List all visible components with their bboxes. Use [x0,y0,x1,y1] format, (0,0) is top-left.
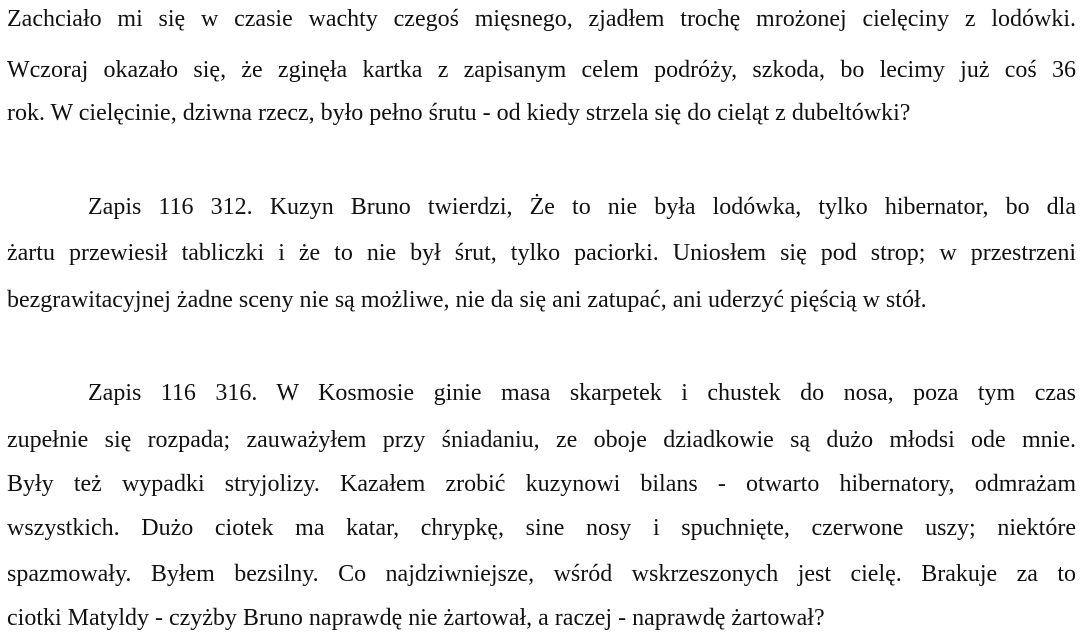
paragraph-line: żartu przewiesił tabliczki i że to nie był śrut, tylko paciorki. Uniosłem się pod strop; w przestrzeni [7,240,1076,266]
paragraph-line: Zapis 116 316. W Kosmosie ginie masa skarpetek i chustek do nosa, poza tym czas [88,380,1076,406]
paragraph-line: ciotki Matyldy - czyżby Bruno naprawdę nie żartował, a raczej - naprawdę żartował? [7,605,825,631]
paragraph-line: Były też wypadki stryjolizy. Kazałem zrobić kuzynowi bilans - otwarto hibernatory, odmrażam [7,471,1076,497]
paragraph-line: Wczoraj okazało się, że zginęła kartka z zapisanym celem podróży, szkoda, bo lecimy już coś 36 [7,57,1076,83]
paragraph-line: Zachciało mi się w czasie wachty czegoś mięsnego, zjadłem trochę mrożonej cielęciny z lodówki. [7,6,1076,32]
paragraph-line: Zapis 116 312. Kuzyn Bruno twierdzi, Że to nie była lodówka, tylko hibernator, bo dla [88,194,1076,220]
paragraph-line: zupełnie się rozpada; zauważyłem przy śniadaniu, ze oboje dziadkowie są dużo młodsi ode mnie. [7,427,1076,453]
paragraph-line: rok. W cielęcinie, dziwna rzecz, było pełno śrutu - od kiedy strzela się do cieląt z dubeltówki? [7,100,911,126]
paragraph-line: spazmowały. Byłem bezsilny. Co najdziwniejsze, wśród wskrzeszonych jest cielę. Brakuje za to [7,561,1076,587]
paragraph-line: bezgrawitacyjnej żadne sceny nie są możliwe, nie da się ani zatupać, ani uderzyć pięścią w stół. [7,287,927,313]
paragraph-line: wszystkich. Dużo ciotek ma katar, chrypkę, sine nosy i spuchnięte, czerwone uszy; niektóre [7,515,1076,541]
